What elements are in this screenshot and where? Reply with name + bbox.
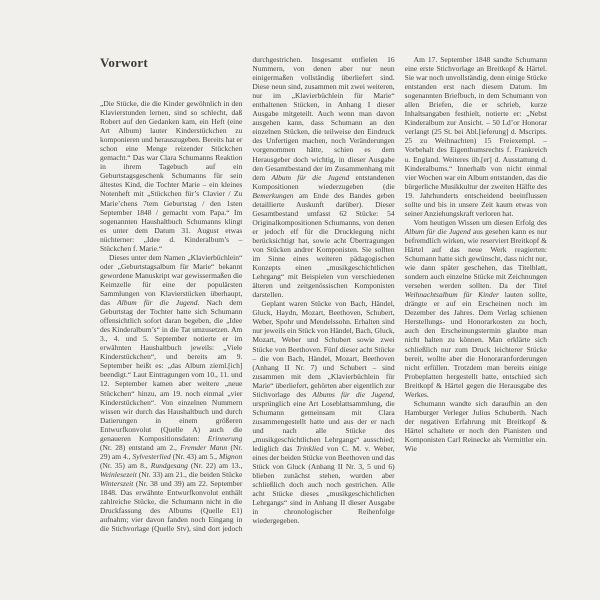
preface-text-columns <box>100 55 547 539</box>
preface-paragraph: Dieses unter dem Namen „Klavierbüchlein“ oder „Geburtstagsalbum für Marie“ bekannt gewordene Manuskript war gewissermaßen die Keimzelle für eine der populärsten Sammlungen von Klavierstücken überhaupt, das Album für die Jugend. Nach dem Geburtstag der Tochter hatte sich Schumann offensichtlich sofort daran begeben, die „Idee des Kinderalbum’s“ in die Tat umzusetzen. Am 3., 4. und 5. September notierte er im erwähnten Haushaltbuch jeweils: „Viele Kinderstückchen“, und bereits am 9. September heißt es: „das Album zieml.[ich] beendigt.“ Laut Eintragungen vom 10., 11. und 12. September kamen aber weitere „neue Stückchen“ hinzu, am 19. noch einmal „vier Kinderstückchen“. Von einzelnen Nummern wissen wir durch das Haushaltbuch und durch Datierungen in einem größeren Entwurfkonvolut (Quelle A) auch die genaueren Kompositionsdaten: Erinnerung (Nr. 28) entstand am 2., Fremder Mann (Nr. 29) am 4., Sylvesterlied (Nr. 43) am 5., Mignon (Nr. 35) am 8., Rundgesang (Nr. 22) am 13., Weinlesezeit (Nr. 33) am 21., die beiden Stücke Winterszeit (Nr. 38 und 39) am 22. September 1848. Das erwähnte Entwurfkonvolut enthält zahlreiche Stücke, die Schumann nicht in die Druckfassung des Albums (Quelle E1) aufnahm; vier davon fanden noch Eingang in die Stichvorlage (Quelle Stv), sind dort jedoch durchgestrichen. Insgesamt entfielen 16 Nummern, von denen aber nur neun einigermaßen vollständig überliefert sind. Diese neun sind, zusammen mit zwei weiteren, nur im „Klavierbüchlein für Marie“ enthaltenen Stücken, in Anhang I dieser Ausgabe mitgeteilt. Auch wenn man davon ausgehen kann, dass Schumann an den einzelnen Stücken, die teilweise den Eindruck des Unfertigen machen, noch Veränderungen vorgenommen hätte, schien es dem Herausgeber doch wichtig, in dieser Ausgabe den Gesamtbestand der im Zusammenhang mit dem Album für die Jugend entstandenen Kompositionen wiederzugeben (die Bemerkungen am Ende des Bandes geben detaillierte Auskunft darüber). Dieser Gesamtbestand umfasst 62 Stücke: 54 Originalkompositionen Schumanns, von denen er jedoch elf für die Drucklegung nicht berücksichtigt hat, sowie acht Übertragungen von Stücken andrer Komponisten. Sie sollten im Sinne eines weiteren pädagogischen Konzepts einen „musikgeschichtlichen Lehrgang“ mit Beispielen von verschiedenen älteren und zeitgenössischen Komponisten darstellen. <box>100 55 395 534</box>
page-title: Vorwort <box>100 55 148 70</box>
preface-content <box>100 55 547 539</box>
preface-paragraph: „Die Stücke, die die Kinder gewöhnlich in den Klavierstunden lernen, sind so schlecht, daß Robert auf den Gedanken kam, ein Heft (eine Art Album) lauter Kinderstückchen zu komponieren und herauszugeben. Bereits hat er schon eine Menge reizender Stückchen gemacht.“ Das war Clara Schumanns Reaktion in ihrem Tagebuch auf ein Geburtstagsgeschenk Schumanns für sein ältestes Kind, die Tochter Marie – ein kleines Notenheft mit „Stückchen für’s Clavier / Zu Marie’chens 7tem Geburtstag / den 1sten September 1848 / gemacht vom Papa.“ Im sogenannten Haushaltbuch Schumanns klingt es unter dem Datum 31. August etwas nüchterner: „Idee d. Kinderalbum’s – Stückchen f. Marie.“ <box>100 99 243 253</box>
preface-paragraph: Vom heutigen Wissen um diesen Erfolg des Album für die Jugend aus gesehen kann es nur befremdlich wirken, wie reserviert Breitkopf & Härtel auf das neue Werk reagierten: Schumann hatte sich gewünscht, dass nicht nur, wie dann später geschehen, das Titelblatt, sondern auch einzelne Stücke mit Zeichnungen versehen werden sollten. Da der Titel Weihnachtsalbum für Kinder lauten sollte, drängte er auf ein Erscheinen noch im Dezember des Jahres. Dem Verlag schienen Herstellungs- und Honorarkosten zu hoch, auch den Erscheinungstermin glaubte man nicht halten zu können. Man erklärte sich schließlich nur zum Druck leichterer Stücke bereit, wollte aber die Honoraranforderungen nicht erfüllen. Trotzdem man bereits einige Probeplatten hergestellt hatte, entschied sich Breitkopf & Härtel gegen die Herausgabe des Werkes. <box>404 217 547 399</box>
preface-paragraph: Schumann wandte sich daraufhin an den Hamburger Verleger Julius Schuberth. Nach der negativen Erfahrung mit Breitkopf & Härtel schaltete er noch den Pianisten und Komponisten Carl Reinecke als Vermittler ein. Wie <box>404 398 547 454</box>
preface-paragraph: Am 17. September 1848 sandte Schumann eine erste Stichvorlage an Breitkopf & Härtel. Sie war noch unvollständig, denn einige Stücke entstanden erst nach diesem Datum. Im sogenannten Briefbuch, in dem Schumann von allen Briefen, die er schrieb, kurze Inhaltsangaben festhielt, notierte er: „Nebst Kinderalbum zur Ansicht. – 50 Ld’or Honorar verlangt (25 St. bei Abl.[ieferung] d. Mscripts. 25 zu Weihnachten) 15 Freiexempl. – Vorbehalt des Eigenthumsrechts f. Frankreich u. England. Weiteres üb.[er] d. Ausstattung d. Kinderalbums.“ Innerhalb von nicht einmal vier Wochen war ein Album entstanden, das die bürgerliche Musikkultur der zweiten Hälfte des 19. Jahrhunderts entscheidend beeinflussen sollte und bis in unsere Zeit kaum etwas von seiner Anziehungskraft verloren hat. <box>404 55 547 218</box>
preface-paragraph: Geplant waren Stücke von Bach, Händel, Gluck, Haydn, Mozart, Beethoven, Schubert, Weber, Spohr und Mendelssohn. Erhalten sind nur jeweils ein Stück von Händel, Bach, Gluck, Mozart, Weber und Schubert sowie zwei Stücke von Beethoven. Fünf dieser acht Stücke – die von Bach, Händel, Mozart, Beethoven (Anhang II Nr. 7) und Schubert – sind zusammen mit dem „Klavierbüchlein für Marie“ überliefert, gehörten aber eigentlich zur Stichvorlage des Albums für die Jugend, ursprünglich eine Art Loseblattsammlung, die Schumann gemeinsam mit Clara zusammengestellt hatte und aus der er nach und nach alle Stücke des „musikgeschichtlichen Lehrgangs“ ausschied; lediglich das Trinklied von C. M. v. Weber, eines der beiden Stücke von Beethoven und das Stück von Gluck (Anhang II Nr. 3, 5 und 6) blieben zunächst stehen, wurden aber schließlich doch auch noch gestrichen. Alle acht Stücke dieses „musikgeschichtlichen Lehrgangs“ sind in Anhang II dieser Ausgabe in chronologischer Reihenfolge wiedergegeben. <box>252 299 395 526</box>
